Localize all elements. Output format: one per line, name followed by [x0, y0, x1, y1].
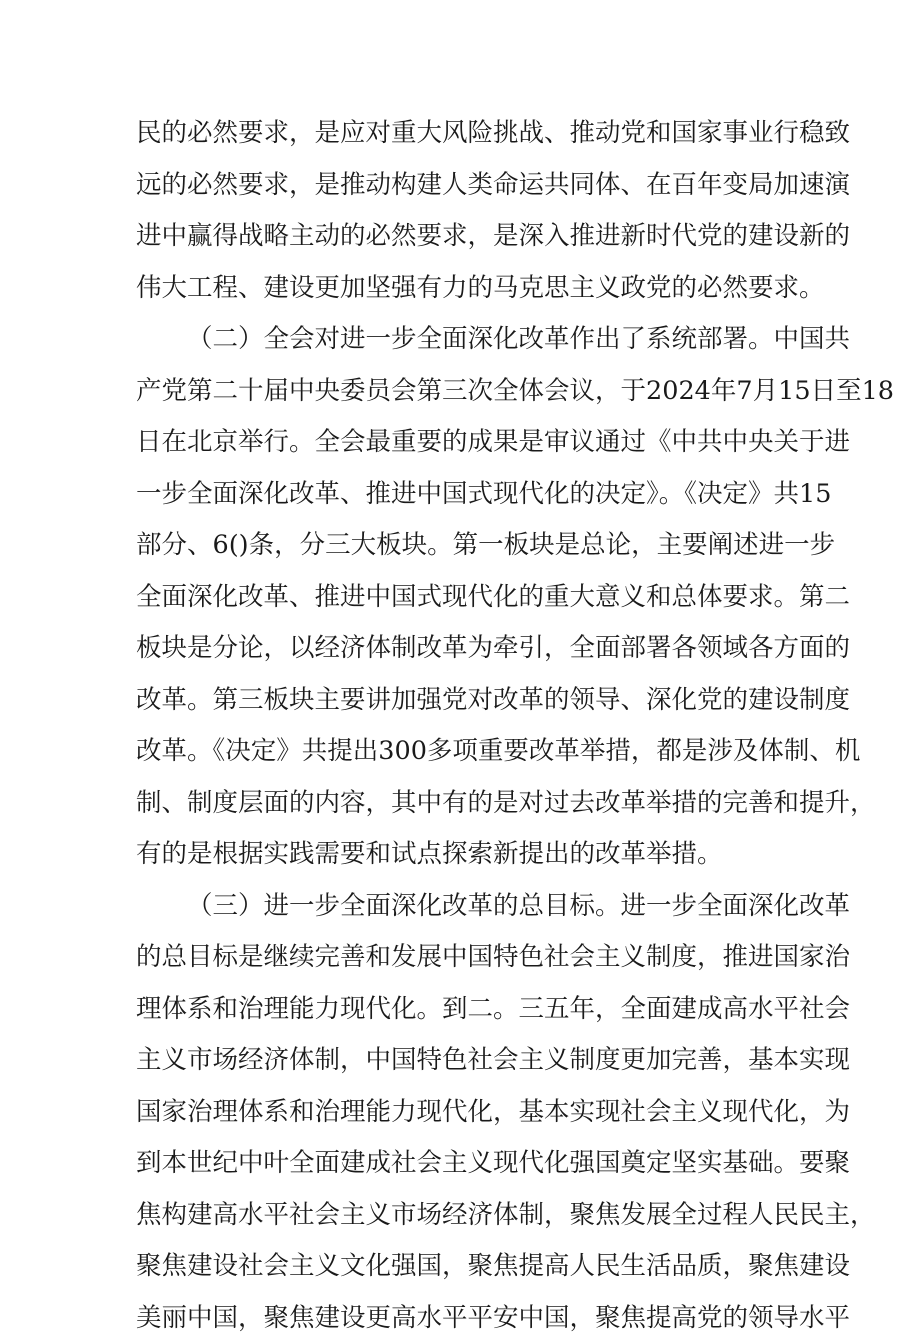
text-line: 全面深化改革、推进中国式现代化的重大意义和总体要求。第二 [136, 572, 796, 624]
text-line: 改革。第三板块主要讲加强党对改革的领导、深化党的建设制度 [136, 675, 796, 727]
text-line: 日在北京举行。全会最重要的成果是审议通过《中共中央关于进 [136, 417, 796, 469]
text-line: 产党第二十届中央委员会第三次全体会议，于2024年7月15日至18 [136, 366, 796, 418]
text-line: 到本世纪中叶全面建成社会主义现代化强国奠定坚实基础。要聚 [136, 1138, 796, 1190]
text-line: 板块是分论，以经济体制改革为牵引，全面部署各领域各方面的 [136, 623, 796, 675]
text-line: 民的必然要求，是应对重大风险挑战、推动党和国家事业行稳致 [136, 108, 796, 160]
text-line: 聚焦建设社会主义文化强国，聚焦提高人民生活品质，聚焦建设 [136, 1241, 796, 1293]
text-line: 国家治理体系和治理能力现代化，基本实现社会主义现代化，为 [136, 1087, 796, 1139]
text-line: 远的必然要求，是推动构建人类命运共同体、在百年变局加速演 [136, 160, 796, 212]
text-line: 改革。《决定》共提出300多项重要改革举措，都是涉及体制、机 [136, 726, 796, 778]
text-line: 焦构建高水平社会主义市场经济体制，聚焦发展全过程人民民主， [136, 1190, 796, 1242]
text-line: 的总目标是继续完善和发展中国特色社会主义制度，推进国家治 [136, 932, 796, 984]
body-text [136, 108, 796, 1344]
text-line: 主义市场经济体制，中国特色社会主义制度更加完善，基本实现 [136, 1035, 796, 1087]
section-heading-line: （三）进一步全面深化改革的总目标。进一步全面深化改革 [136, 881, 796, 933]
text-line: 有的是根据实践需要和试点探索新提出的改革举措。 [136, 829, 796, 881]
section-heading-line: （二）全会对进一步全面深化改革作出了系统部署。中国共 [136, 314, 796, 366]
text-line: 一步全面深化改革、推进中国式现代化的决定》。《决定》共15 [136, 469, 796, 521]
text-line: 理体系和治理能力现代化。到二。三五年，全面建成高水平社会 [136, 984, 796, 1036]
text-line: 进中赢得战略主动的必然要求，是深入推进新时代党的建设新的 [136, 211, 796, 263]
text-line: 伟大工程、建设更加坚强有力的马克思主义政党的必然要求。 [136, 263, 796, 315]
text-line: 部分、6()条，分三大板块。第一板块是总论，主要阐述进一步 [136, 520, 796, 572]
text-line: 制、制度层面的内容，其中有的是对过去改革举措的完善和提升， [136, 778, 796, 830]
text-line: 美丽中国，聚焦建设更高水平平安中国，聚焦提高党的领导水平 [136, 1293, 796, 1344]
